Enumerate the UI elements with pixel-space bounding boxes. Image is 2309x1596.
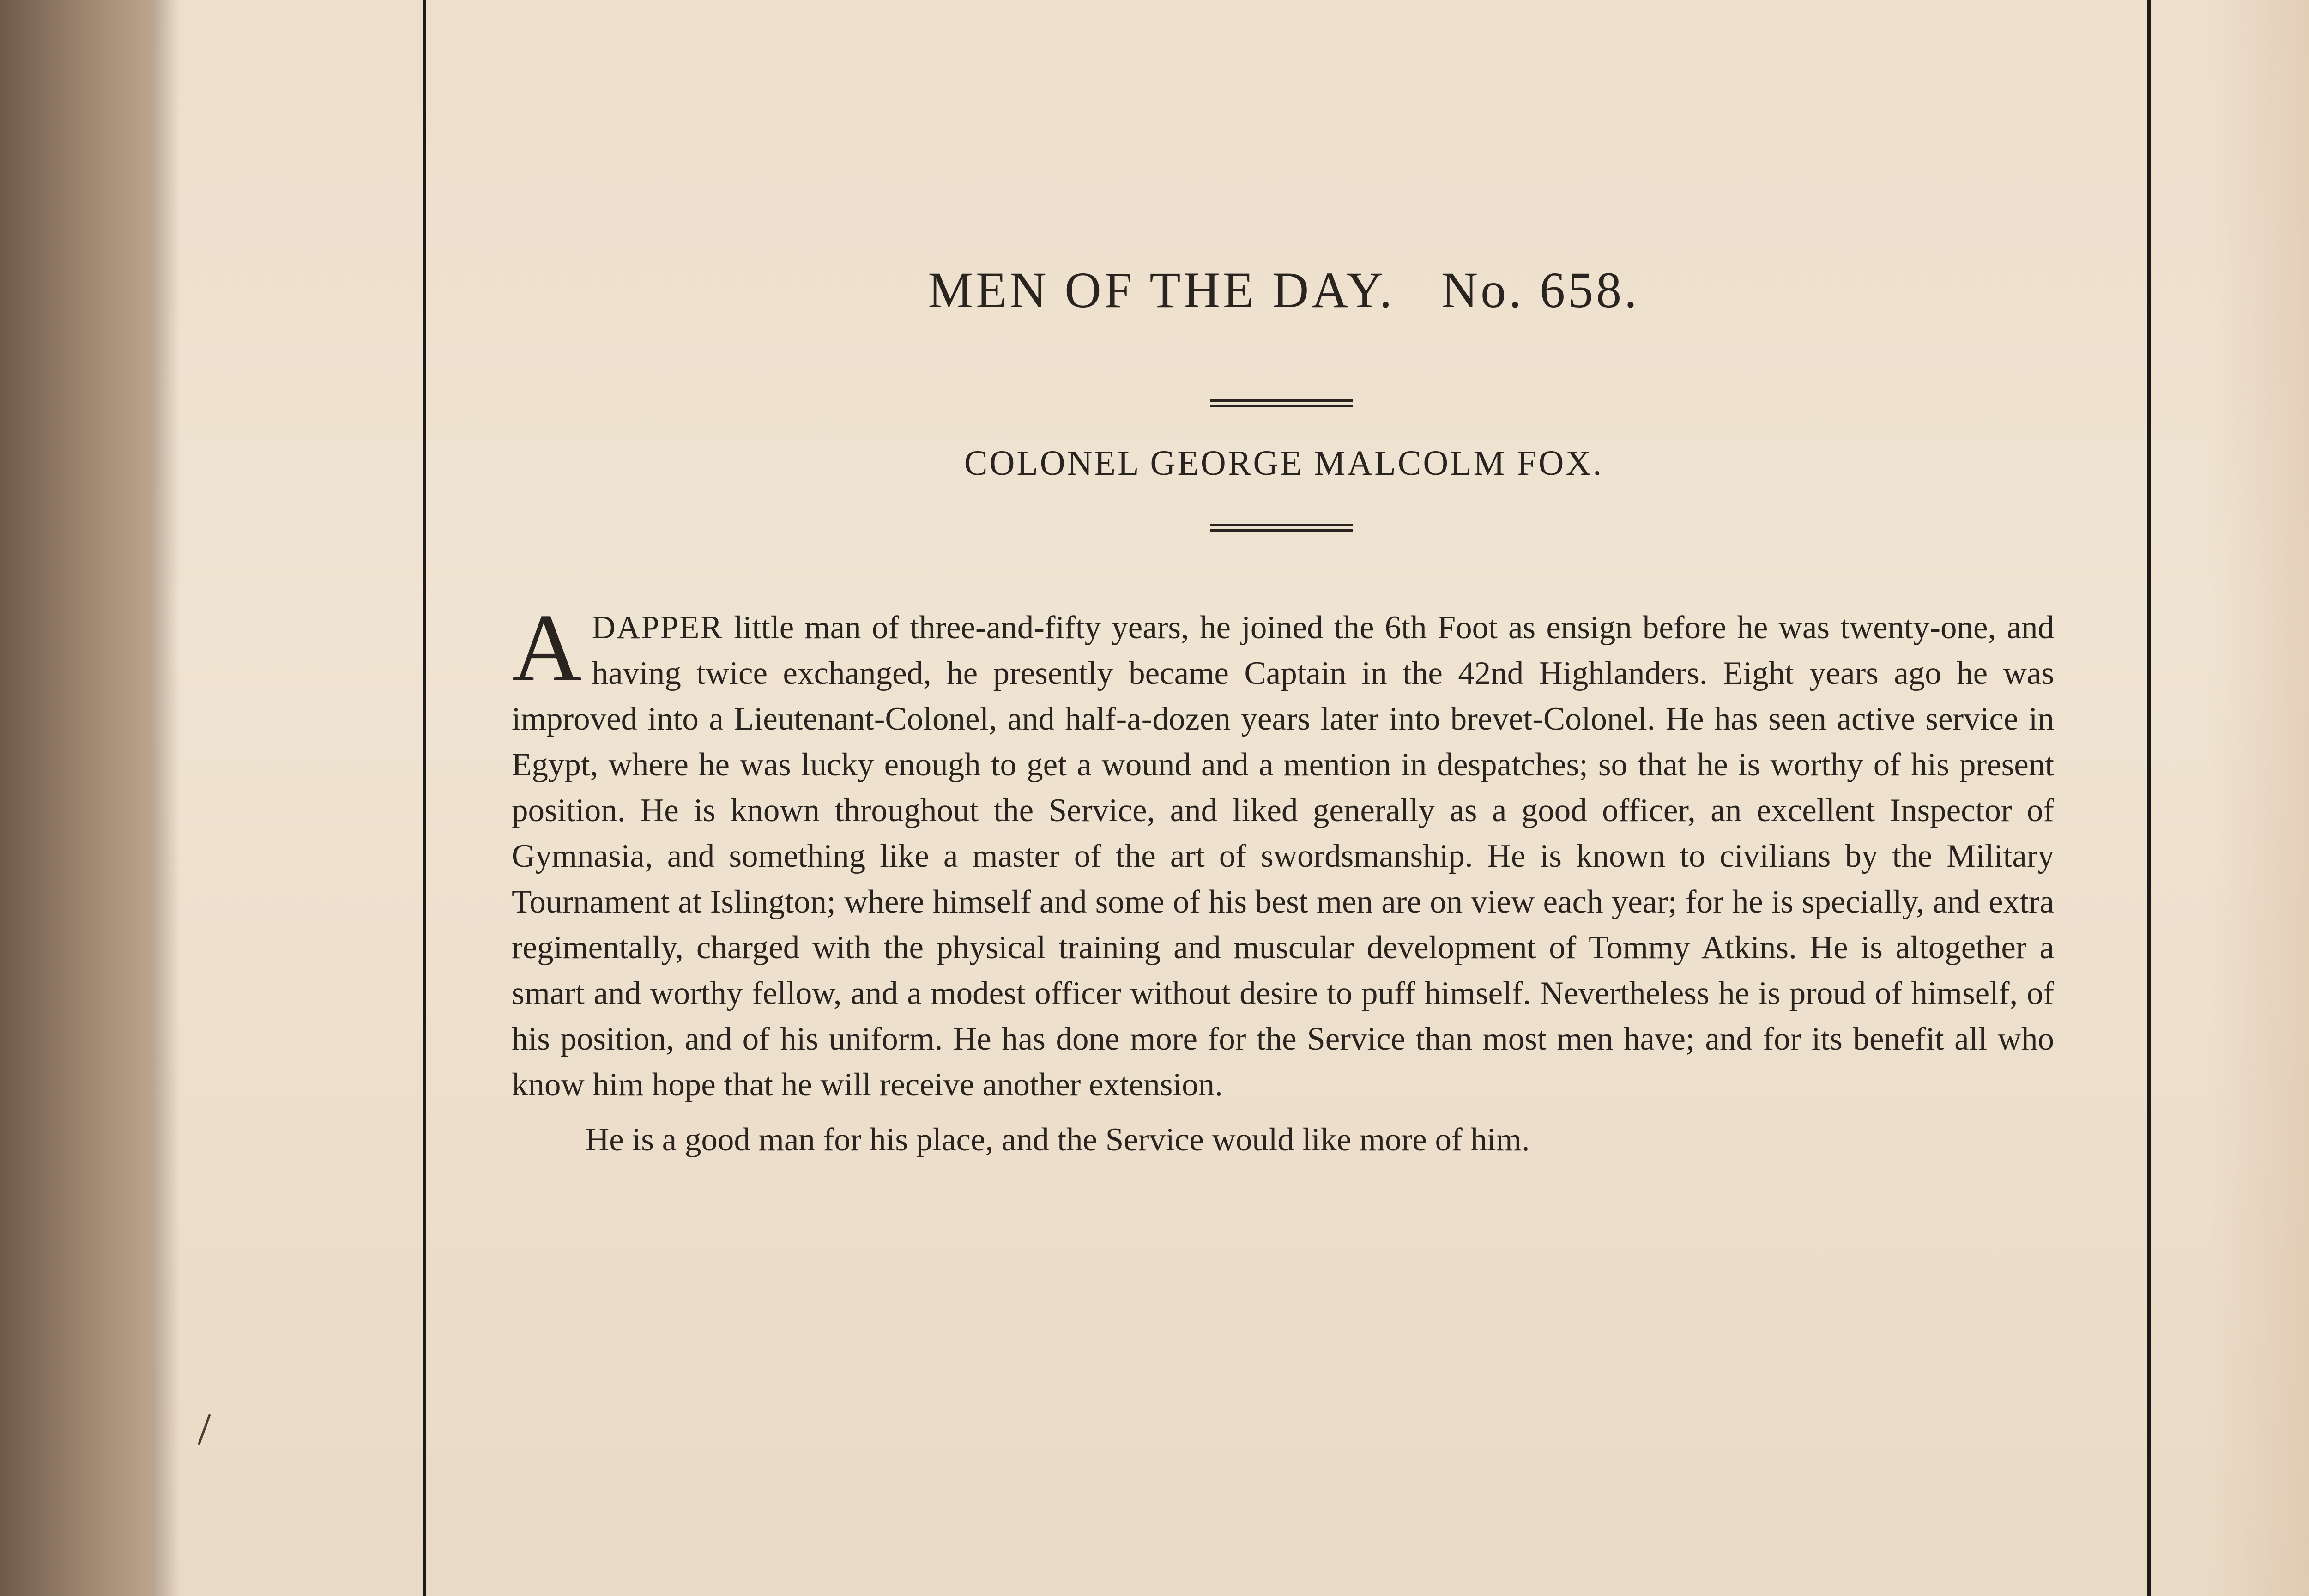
frame-border-left — [423, 0, 426, 1596]
book-page-edge — [0, 0, 152, 1596]
drop-cap: A — [512, 594, 582, 701]
frame-border-right — [2147, 0, 2151, 1596]
paragraph-1 — [512, 594, 2054, 1108]
article-body — [512, 594, 2054, 1163]
paragraph-1-text: little man of three-and-fifty years, he joined the 6th Foot as ensign before he was twenty-one, and having twice exchanged, he presently became Captain in the 42nd Highlanders. Eight years ago he was improved into a Lieutenant-Colonel, and half-a-dozen years later into brevet-Colonel. He has seen active service in Egypt, where he was lucky enough to get a wound and a mention in despatches; so that he is worthy of his present position. He is known throughout the Service, and liked generally as a good officer, an excellent Inspector of Gymnasia, and something like a master of the art of swordsmanship. He is known to civilians by the Military Tournament at Islington; where himself and some of his best men are on view each year; for he is specially, and extra regimentally, charged with the physical training and muscular development of Tommy Atkins. He is altogether a smart and worthy fellow, and a modest officer without desire to puff himself. Nevertheless he is proud of himself, of his position, and of his uniform. He has done more for the Service than most men have; and for its benefit all who know him hope that he will receive another extension. — [512, 610, 2054, 1103]
double-rule-divider — [1210, 399, 1353, 407]
subject-title: COLONEL GEORGE MALCOLM FOX. — [964, 444, 1604, 483]
paragraph-2: He is a good man for his place, and the Service would like more of him. — [586, 1122, 1530, 1158]
gutter-shadow — [152, 0, 180, 1596]
page-shading — [2209, 0, 2309, 1596]
double-rule-divider — [1210, 524, 1353, 532]
lead-word: DAPPER — [592, 610, 723, 646]
page-heading: MEN OF THE DAY. No. 658. — [928, 262, 1640, 318]
